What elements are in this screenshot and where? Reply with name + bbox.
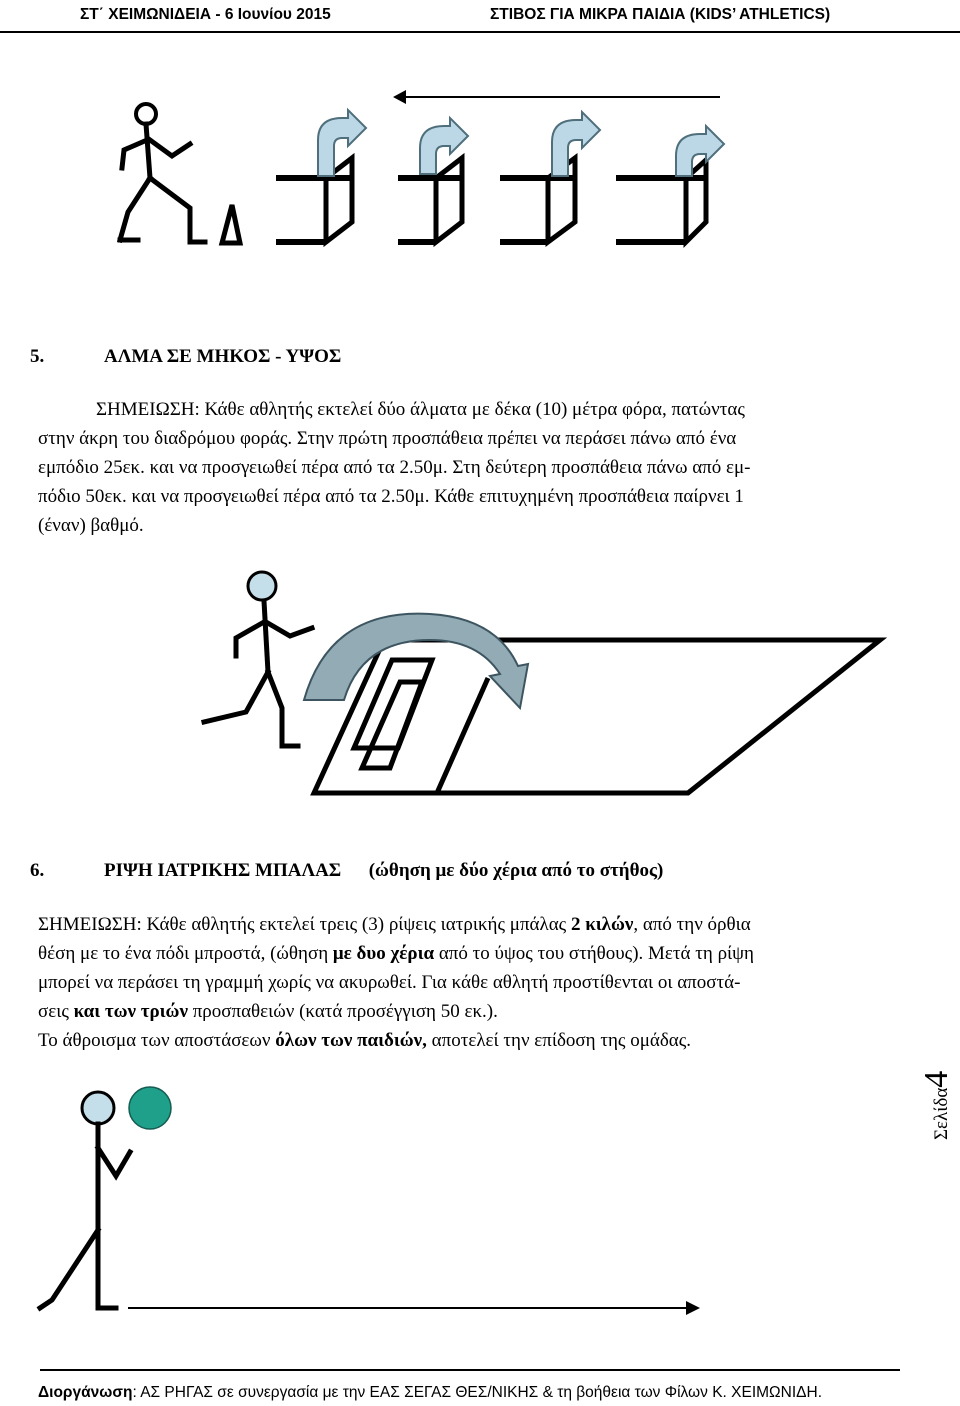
section6-line-5 (38, 1026, 691, 1056)
hurdles (276, 158, 706, 242)
page-number: 4 (918, 1070, 955, 1088)
section5-line-4: πόδιο 50εκ. και να προσγειωθεί πέρα από τα 2.50μ. Κάθε επιτυχημένη προσπάθεια παίρνει 1 (38, 486, 744, 507)
text-run: από το ύψος του στήθους). Μετά τη ρίψη (434, 943, 754, 964)
section6-line-3: μπορεί να περάσει τη γραμμή χωρίς να ακυρωθεί. Για κάθε αθλητή προστίθενται οι αποστά- (38, 972, 741, 993)
section6-title-sub: (ώθηση με δύο χέρια από το στήθος) (368, 860, 664, 881)
stick-figure-runner-2 (204, 572, 312, 746)
text-run-bold: όλων των παιδιών, (275, 1030, 427, 1051)
stick-figure-runner-1 (120, 104, 205, 242)
direction-arrow (393, 90, 720, 104)
footer-divider (40, 1369, 900, 1371)
throw-arrowhead (686, 1301, 700, 1315)
text-run: Το άθροισμα των αποστάσεων (38, 1030, 276, 1051)
section5-line-2: στην άκρη του διαδρόμου φοράς. Στην πρώτη προσπάθεια πρέπει να περάσει πάνω από ένα (38, 428, 737, 449)
footer-label: Διοργάνωση (38, 1384, 133, 1401)
section6-number: 6. (30, 860, 45, 881)
medicine-ball-icon (129, 1087, 171, 1129)
jump-arrows (318, 110, 724, 176)
section6-title-main: ΡΙΨΗ ΙΑΤΡΙΚΗΣ ΜΠΑΛΑΣ (104, 860, 342, 881)
text-run-bold: και των τριών (73, 1001, 188, 1022)
page-number-label (918, 1070, 956, 1140)
stick-figure-thrower (40, 1092, 130, 1308)
text-run: θέση με το ένα πόδι μπροστά, (ώθηση (38, 943, 333, 964)
text-run-bold: με δυο χέρια (332, 943, 435, 964)
section6-line-2 (38, 939, 754, 969)
footer (38, 1384, 822, 1402)
section5-title: ΑΛΜΑ ΣΕ ΜΗΚΟΣ - ΥΨΟΣ (104, 346, 342, 367)
text-run: σεις (38, 1001, 74, 1022)
section5-line-1: ΣΗΜΕΙΩΣΗ: Κάθε αθλητής εκτελεί δύο άλματα με δέκα (10) μέτρα φόρα, πατώντας (96, 399, 745, 420)
section6-line-1 (38, 910, 751, 940)
section5-line-5: (έναν) βαθμό. (38, 515, 144, 536)
text-run: αποτελεί την επίδοση της ομάδας. (426, 1030, 692, 1051)
section5-line-3: εμπόδιο 25εκ. και να προσγειωθεί πέρα από τα 2.50μ. Στη δεύτερη προσπάθεια πάνω από εμ- (38, 457, 751, 478)
text-run: προσπαθειών (κατά προσέγγιση 50 εκ.). (187, 1001, 498, 1022)
section6-title (104, 860, 663, 882)
footer-text: : ΑΣ ΡΗΓΑΣ σε συνεργασία με την ΕΑΣ ΣΕΓΑΣ ΘΕΣ/ΝΙΚΗΣ & τη βοήθεια των Φίλων Κ. ΧΕΙΜΩΝΙΔΗ. (132, 1384, 822, 1401)
section6-line-4 (38, 997, 498, 1027)
landing-mat (314, 640, 880, 793)
header-left-title: ΣΤ΄ ΧΕΙΜΩΝΙΔΕΙΑ - 6 Ιουνίου 2015 (80, 6, 331, 23)
cone-marker (222, 205, 240, 243)
text-run-bold: 2 κιλών (570, 914, 634, 935)
text-run: , από την όρθια (633, 914, 751, 935)
page-word: Σελίδα (931, 1087, 952, 1140)
header-right-title: ΣΤΙΒΟΣ ΓΙΑ ΜΙΚΡΑ ΠΑΙΔΙΑ (KIDS’ ATHLETICS) (490, 6, 831, 23)
section5-number: 5. (30, 346, 45, 367)
text-run: ΣΗΜΕΙΩΣΗ: Κάθε αθλητής εκτελεί τρεις (3) ρίψεις ιατρικής μπάλας (38, 914, 571, 935)
